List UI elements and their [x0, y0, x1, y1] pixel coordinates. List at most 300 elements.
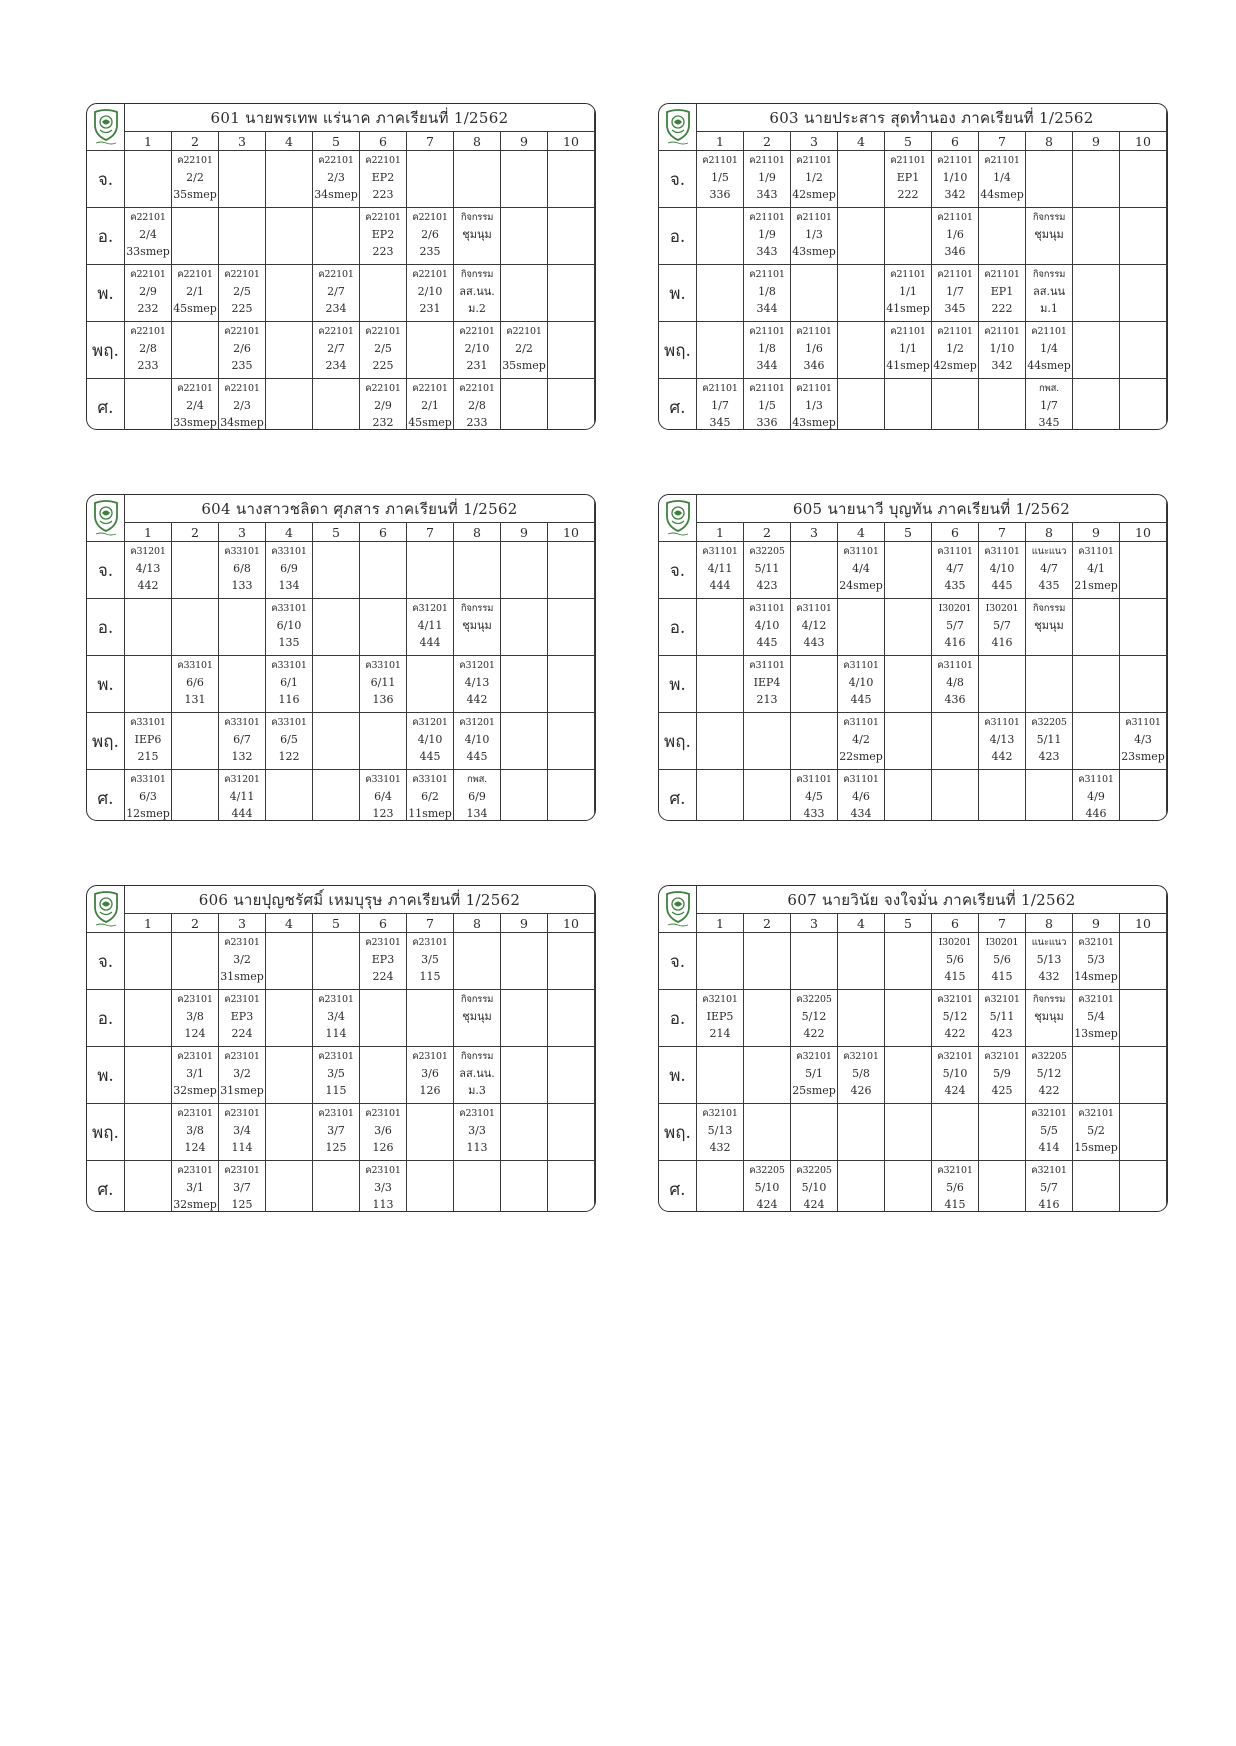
- period-cell: [1120, 151, 1167, 208]
- period-number: 10: [1120, 914, 1167, 933]
- period-cell: [885, 151, 932, 208]
- period-cell: [791, 151, 838, 208]
- period-cell: [172, 151, 219, 208]
- period-cell: [172, 1161, 219, 1213]
- period-cell: [932, 265, 979, 322]
- class-name: 2/4: [139, 228, 157, 241]
- period-cell: [744, 990, 791, 1047]
- room-number: 235: [419, 245, 441, 258]
- period-cell: [501, 656, 548, 713]
- course-code: I30201: [985, 937, 1019, 948]
- period-number: 5: [885, 914, 932, 933]
- period-cell: [1120, 1047, 1167, 1104]
- class-name: 1/5: [758, 399, 776, 412]
- period-cell: [548, 990, 595, 1047]
- period-cell: [838, 379, 885, 431]
- course-code: ค21101: [937, 326, 973, 337]
- course-code: ค22101: [459, 326, 495, 337]
- period-cell: [1120, 599, 1167, 656]
- period-number: 6: [360, 132, 407, 151]
- class-name: 4/7: [946, 562, 964, 575]
- title-row: [659, 104, 1167, 132]
- class-name: ลส.นน: [1033, 285, 1065, 298]
- day-label: พฤ.: [659, 1104, 697, 1161]
- period-cell: [697, 656, 744, 713]
- period-header-row: [87, 523, 595, 542]
- period-cell: [219, 990, 266, 1047]
- room-number: ม.2: [468, 302, 486, 315]
- course-code: ค23101: [177, 994, 213, 1005]
- room-number: 222: [897, 188, 919, 201]
- room-number: 435: [1038, 579, 1060, 592]
- course-code: ค23101: [412, 937, 448, 948]
- period-cell: [172, 379, 219, 431]
- day-row: [87, 599, 595, 656]
- period-cell: [407, 208, 454, 265]
- period-cell: [548, 599, 595, 656]
- room-number: 42smep: [792, 188, 836, 201]
- period-cell: [697, 1104, 744, 1161]
- room-number: 434: [850, 807, 872, 820]
- period-cell: [1073, 990, 1120, 1047]
- period-cell: [697, 265, 744, 322]
- period-cell: [1120, 1104, 1167, 1161]
- class-name: 1/5: [711, 171, 729, 184]
- class-name: 4/10: [417, 733, 443, 746]
- class-name: 4/8: [946, 676, 964, 689]
- course-code: ค22101: [318, 326, 354, 337]
- course-code: ค32101: [984, 1051, 1020, 1062]
- class-name: 3/7: [327, 1124, 345, 1137]
- period-cell: [360, 656, 407, 713]
- period-cell: [932, 322, 979, 379]
- day-row: [87, 322, 595, 379]
- class-name: 6/10: [276, 619, 302, 632]
- room-number: 424: [803, 1198, 825, 1211]
- period-cell: [697, 933, 744, 990]
- room-number: 213: [756, 693, 778, 706]
- period-cell: [548, 656, 595, 713]
- period-number: 9: [1073, 132, 1120, 151]
- period-cell: [219, 770, 266, 822]
- period-cell: [932, 656, 979, 713]
- class-name: 4/5: [805, 790, 823, 803]
- course-code: ค22101: [130, 326, 166, 337]
- class-name: 1/9: [758, 171, 776, 184]
- class-name: 4/11: [417, 619, 443, 632]
- room-number: 15smep: [1074, 1141, 1118, 1154]
- day-label: อ.: [87, 990, 125, 1047]
- period-cell: [360, 933, 407, 990]
- period-cell: [360, 599, 407, 656]
- period-cell: [838, 599, 885, 656]
- period-cell: [932, 542, 979, 599]
- day-row: [87, 990, 595, 1047]
- course-code: ค21101: [702, 155, 738, 166]
- period-cell: [885, 713, 932, 770]
- class-name: 2/5: [233, 285, 251, 298]
- period-cell: [1120, 656, 1167, 713]
- course-code: ค23101: [177, 1051, 213, 1062]
- class-name: 6/6: [186, 676, 204, 689]
- class-name: 2/10: [417, 285, 443, 298]
- period-cell: [697, 1161, 744, 1213]
- room-number: 25smep: [792, 1084, 836, 1097]
- period-number: 2: [172, 523, 219, 542]
- period-cell: [266, 1161, 313, 1213]
- period-cell: [744, 1104, 791, 1161]
- period-cell: [501, 599, 548, 656]
- period-cell: [219, 1161, 266, 1213]
- class-name: ชุมนุม: [462, 228, 492, 241]
- course-code: ค23101: [224, 937, 260, 948]
- period-number: 7: [407, 523, 454, 542]
- period-cell: [1120, 713, 1167, 770]
- room-number: 34smep: [220, 416, 264, 429]
- class-name: 4/10: [989, 562, 1015, 575]
- class-name: EP3: [371, 953, 395, 966]
- class-name: 5/12: [942, 1010, 968, 1023]
- period-cell: [548, 208, 595, 265]
- period-cell: [744, 713, 791, 770]
- room-number: 126: [419, 1084, 441, 1097]
- period-cell: [407, 379, 454, 431]
- room-number: 44smep: [980, 188, 1024, 201]
- period-cell: [219, 713, 266, 770]
- course-code: ค32205: [749, 1165, 785, 1176]
- period-cell: [791, 1104, 838, 1161]
- room-number: 14smep: [1074, 970, 1118, 983]
- period-cell: [313, 1047, 360, 1104]
- school-logo-icon: [87, 886, 125, 933]
- class-name: 1/2: [805, 171, 823, 184]
- period-cell: [979, 656, 1026, 713]
- room-number: 344: [756, 359, 778, 372]
- period-cell: [791, 770, 838, 822]
- period-cell: [932, 1047, 979, 1104]
- class-name: 5/8: [852, 1067, 870, 1080]
- period-cell: [1073, 599, 1120, 656]
- period-cell: [791, 990, 838, 1047]
- course-code: ค33101: [130, 717, 166, 728]
- room-number: 135: [278, 636, 300, 649]
- room-number: 123: [372, 807, 394, 820]
- day-row: [659, 1104, 1167, 1161]
- course-code: ค32205: [1031, 1051, 1067, 1062]
- course-code: ค22101: [412, 212, 448, 223]
- period-cell: [838, 656, 885, 713]
- period-cell: [932, 713, 979, 770]
- course-code: ค21101: [937, 155, 973, 166]
- course-code: ค21101: [890, 155, 926, 166]
- room-number: 225: [231, 302, 253, 315]
- period-cell: [697, 1047, 744, 1104]
- course-code: ค32101: [937, 994, 973, 1005]
- day-label: จ.: [87, 542, 125, 599]
- room-number: 416: [1038, 1198, 1060, 1211]
- course-code: ค22101: [177, 383, 213, 394]
- period-cell: [407, 542, 454, 599]
- class-name: 2/8: [468, 399, 486, 412]
- period-cell: [885, 1104, 932, 1161]
- day-row: [87, 379, 595, 431]
- room-number: 432: [1038, 970, 1060, 983]
- period-cell: [360, 208, 407, 265]
- course-code: ค23101: [412, 1051, 448, 1062]
- course-code: ค31101: [984, 717, 1020, 728]
- period-cell: [125, 770, 172, 822]
- period-cell: [1073, 770, 1120, 822]
- class-name: 5/2: [1087, 1124, 1105, 1137]
- course-code: ค21101: [890, 326, 926, 337]
- course-code: ค32205: [749, 546, 785, 557]
- room-number: 442: [137, 579, 159, 592]
- course-code: ค23101: [459, 1108, 495, 1119]
- course-code: I30201: [938, 937, 972, 948]
- room-number: ม.1: [1040, 302, 1058, 315]
- course-code: ค31201: [130, 546, 166, 557]
- period-cell: [219, 933, 266, 990]
- course-code: ค32101: [984, 994, 1020, 1005]
- period-cell: [1073, 265, 1120, 322]
- period-cell: [791, 322, 838, 379]
- day-label: พ.: [659, 265, 697, 322]
- period-cell: [1026, 770, 1073, 822]
- room-number: 113: [466, 1141, 488, 1154]
- period-number: 4: [266, 523, 313, 542]
- room-number: 416: [944, 636, 966, 649]
- class-name: 4/11: [229, 790, 255, 803]
- room-number: 43smep: [792, 245, 836, 258]
- room-number: 422: [1038, 1084, 1060, 1097]
- period-cell: [885, 1161, 932, 1213]
- period-cell: [501, 208, 548, 265]
- period-cell: [697, 151, 744, 208]
- period-cell: [360, 990, 407, 1047]
- class-name: 5/7: [1040, 1181, 1058, 1194]
- room-number: 233: [466, 416, 488, 429]
- course-code: กิจกรรม: [460, 269, 494, 280]
- day-label: พ.: [659, 656, 697, 713]
- class-name: 4/10: [464, 733, 490, 746]
- period-cell: [838, 713, 885, 770]
- period-cell: [697, 208, 744, 265]
- course-code: ค21101: [890, 269, 926, 280]
- course-code: ค22101: [459, 383, 495, 394]
- period-cell: [1073, 322, 1120, 379]
- period-cell: [266, 713, 313, 770]
- course-code: ค22101: [318, 269, 354, 280]
- period-cell: [172, 713, 219, 770]
- room-number: 134: [466, 807, 488, 820]
- class-name: 1/2: [946, 342, 964, 355]
- course-code: ค32101: [937, 1051, 973, 1062]
- course-code: กิจกรรม: [1032, 994, 1066, 1005]
- class-name: 1/3: [805, 399, 823, 412]
- timetable-card: [86, 885, 596, 1212]
- day-label: พฤ.: [87, 713, 125, 770]
- course-code: ค22101: [224, 383, 260, 394]
- period-cell: [501, 713, 548, 770]
- class-name: 6/2: [421, 790, 439, 803]
- course-code: ค33101: [271, 603, 307, 614]
- period-cell: [744, 599, 791, 656]
- course-code: ค32101: [1031, 1165, 1067, 1176]
- course-code: ค33101: [271, 546, 307, 557]
- class-name: EP1: [896, 171, 920, 184]
- course-code: ค31201: [412, 603, 448, 614]
- period-cell: [172, 933, 219, 990]
- course-code: ค22101: [224, 326, 260, 337]
- class-name: 1/1: [899, 285, 917, 298]
- period-number: 1: [125, 132, 172, 151]
- period-cell: [1120, 770, 1167, 822]
- class-name: 2/1: [421, 399, 439, 412]
- period-cell: [1120, 379, 1167, 431]
- period-number: 9: [1073, 914, 1120, 933]
- period-cell: [407, 990, 454, 1047]
- class-name: ลส.นน.: [459, 1067, 495, 1080]
- period-cell: [1026, 713, 1073, 770]
- course-code: ค21101: [796, 155, 832, 166]
- room-number: 133: [231, 579, 253, 592]
- class-name: 5/9: [993, 1067, 1011, 1080]
- day-row: [659, 542, 1167, 599]
- class-name: IEP4: [753, 676, 781, 689]
- class-name: 1/8: [758, 285, 776, 298]
- period-cell: [313, 990, 360, 1047]
- period-cell: [172, 1047, 219, 1104]
- course-code: ค21101: [749, 155, 785, 166]
- course-code: ค33101: [412, 774, 448, 785]
- period-cell: [548, 933, 595, 990]
- period-cell: [266, 599, 313, 656]
- period-cell: [172, 656, 219, 713]
- period-number: 3: [791, 523, 838, 542]
- course-code: ค23101: [365, 1108, 401, 1119]
- day-label: พ.: [87, 265, 125, 322]
- period-number: 4: [266, 914, 313, 933]
- course-code: ค23101: [177, 1108, 213, 1119]
- day-row: [659, 208, 1167, 265]
- course-code: กิจกรรม: [460, 994, 494, 1005]
- room-number: 346: [803, 359, 825, 372]
- period-cell: [454, 265, 501, 322]
- class-name: 3/3: [374, 1181, 392, 1194]
- period-cell: [313, 322, 360, 379]
- class-name: 1/8: [758, 342, 776, 355]
- period-number: 6: [932, 132, 979, 151]
- period-number: 8: [454, 523, 501, 542]
- day-row: [659, 933, 1167, 990]
- day-row: [87, 208, 595, 265]
- course-code: ค23101: [177, 1165, 213, 1176]
- course-code: ค33101: [271, 660, 307, 671]
- period-number: 5: [313, 914, 360, 933]
- class-name: 3/8: [186, 1124, 204, 1137]
- school-logo-icon: [659, 104, 697, 151]
- day-label: ศ.: [87, 379, 125, 431]
- period-number: 3: [791, 914, 838, 933]
- period-cell: [838, 151, 885, 208]
- period-cell: [125, 990, 172, 1047]
- room-number: 114: [231, 1141, 253, 1154]
- course-code: ค21101: [796, 212, 832, 223]
- day-row: [87, 151, 595, 208]
- period-number: 3: [219, 523, 266, 542]
- period-cell: [548, 542, 595, 599]
- period-cell: [932, 1161, 979, 1213]
- room-number: 124: [184, 1027, 206, 1040]
- period-cell: [125, 379, 172, 431]
- course-code: ค31101: [937, 546, 973, 557]
- period-cell: [932, 208, 979, 265]
- room-number: 345: [709, 416, 731, 429]
- period-cell: [172, 322, 219, 379]
- course-code: ค32101: [702, 994, 738, 1005]
- timetable-title: 604 นางสาวชลิดา ศุภสาร ภาคเรียนที่ 1/2562: [125, 495, 595, 523]
- period-cell: [979, 208, 1026, 265]
- period-cell: [1026, 1047, 1073, 1104]
- room-number: 235: [231, 359, 253, 372]
- period-cell: [932, 990, 979, 1047]
- room-number: 444: [709, 579, 731, 592]
- course-code: ค23101: [224, 1108, 260, 1119]
- room-number: 436: [944, 693, 966, 706]
- class-name: 6/9: [468, 790, 486, 803]
- course-code: ค31101: [796, 774, 832, 785]
- period-cell: [407, 770, 454, 822]
- room-number: 222: [991, 302, 1013, 315]
- course-code: ค23101: [318, 994, 354, 1005]
- class-name: 3/4: [327, 1010, 345, 1023]
- period-cell: [838, 208, 885, 265]
- course-code: กิจกรรม: [1032, 603, 1066, 614]
- period-cell: [979, 265, 1026, 322]
- room-number: 33smep: [173, 416, 217, 429]
- title-row: [87, 104, 595, 132]
- period-cell: [1073, 151, 1120, 208]
- period-cell: [501, 322, 548, 379]
- period-cell: [979, 933, 1026, 990]
- class-name: 2/6: [233, 342, 251, 355]
- class-name: 5/13: [1036, 953, 1062, 966]
- room-number: 44smep: [1027, 359, 1071, 372]
- room-number: 423: [1038, 750, 1060, 763]
- class-name: 5/7: [946, 619, 964, 632]
- room-number: 445: [419, 750, 441, 763]
- room-number: 115: [419, 970, 441, 983]
- room-number: 32smep: [173, 1198, 217, 1211]
- class-name: 5/5: [1040, 1124, 1058, 1137]
- period-cell: [454, 1161, 501, 1213]
- room-number: 422: [803, 1027, 825, 1040]
- period-number: 8: [1026, 132, 1073, 151]
- day-label: อ.: [87, 208, 125, 265]
- period-cell: [838, 770, 885, 822]
- period-cell: [360, 1161, 407, 1213]
- period-cell: [172, 265, 219, 322]
- period-cell: [979, 1104, 1026, 1161]
- period-cell: [266, 933, 313, 990]
- course-code: ค31101: [796, 603, 832, 614]
- period-cell: [125, 599, 172, 656]
- timetable-title: 607 นายวินัย จงใจมั่น ภาคเรียนที่ 1/2562: [697, 886, 1167, 914]
- period-cell: [501, 1161, 548, 1213]
- course-code: ค31101: [843, 660, 879, 671]
- course-code: ค32205: [796, 994, 832, 1005]
- room-number: 215: [137, 750, 159, 763]
